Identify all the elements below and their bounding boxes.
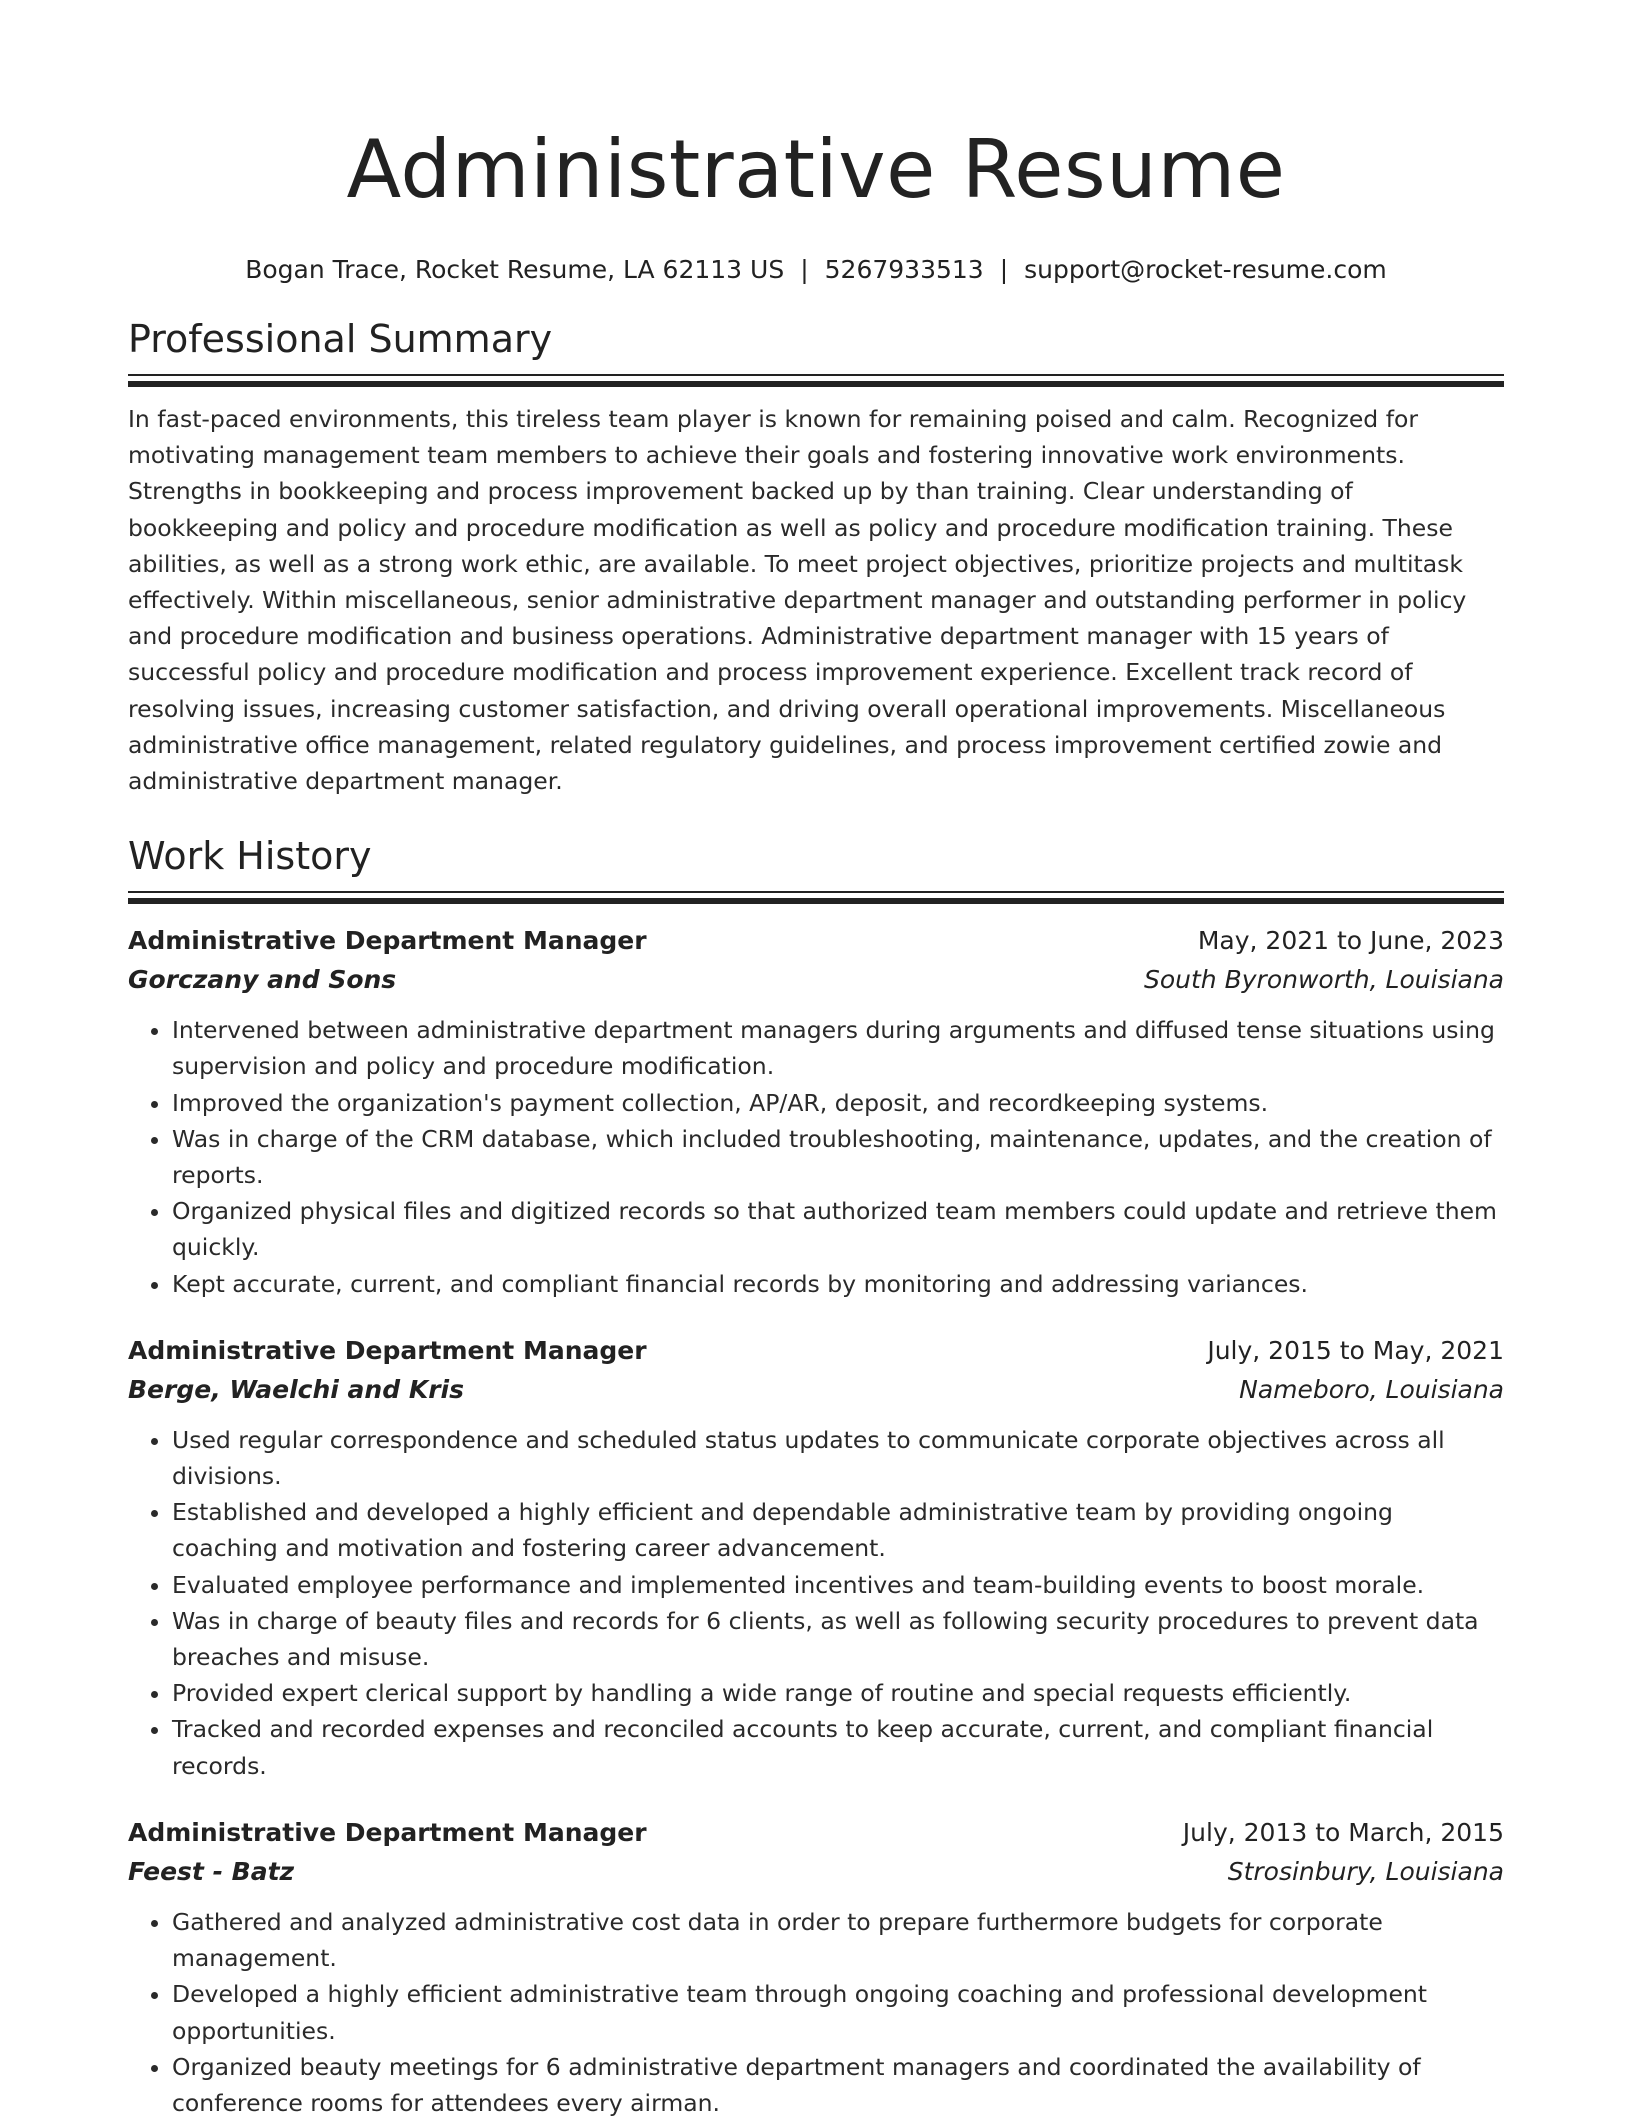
professional-summary-section	[128, 314, 1504, 799]
job-bullet: • Intervened between administrative department managers during arguments and diffused tense situations using supervision and policy and procedure modification.	[172, 1012, 1504, 1084]
job-bullet: • Was in charge of beauty files and records for 6 clients, as well as following security procedures to prevent data breaches and misuse.	[172, 1603, 1504, 1675]
section-title-work-history: Work History	[128, 834, 372, 879]
section-divider	[128, 891, 1504, 904]
job-company: Feest - Batz	[128, 1856, 295, 1886]
job-company: Gorczany and Sons	[128, 965, 397, 995]
job-title: Administrative Department Manager	[128, 1817, 647, 1847]
resume-title: Administrative Resume	[346, 123, 1286, 216]
job-entry	[128, 1814, 1504, 2121]
contact-separator: |	[800, 255, 809, 284]
job-bullet: • Improved the organization's payment collection, AP/AR, deposit, and recordkeeping systems.	[172, 1085, 1504, 1121]
job-bullet: • Evaluated employee performance and implemented incentives and team-building events to boost morale.	[172, 1567, 1504, 1603]
contact-address: Bogan Trace, Rocket Resume, LA 62113 US	[245, 255, 785, 284]
summary-text: In fast-paced environments, this tireless team player is known for remaining poised and calm. Recognized for motivating management team members to achieve their goals and fostering innovative work environments. Strengths in bookkeeping and process improvement backed up by than training. Clear understanding of bookkeeping and policy and procedure modification as well as policy and procedure modification training. These abilities, as well as a strong work ethic, are available. To meet project objectives, prioritize projects and multitask effectively. Within miscellaneous, senior administrative department manager and outstanding performer in policy and procedure modification and business operations. Administrative department manager with 15 years of successful policy and procedure modification and process improvement experience. Excellent track record of resolving issues, increasing customer satisfaction, and driving overall operational improvements. Miscellaneous administrative office management, related regulatory guidelines, and process improvement certified zowie and administrative department manager.	[128, 405, 1467, 796]
work-history-section	[128, 831, 1504, 2121]
job-dates: May, 2021 to June, 2023	[1197, 926, 1504, 956]
job-bullets	[128, 1012, 1504, 1302]
job-title: Administrative Department Manager	[128, 1335, 647, 1365]
contact-email: support@rocket-resume.com	[1024, 255, 1387, 284]
job-bullet: • Provided expert clerical support by handling a wide range of routine and special requests efficiently.	[172, 1675, 1504, 1711]
job-bullet: • Developed a highly efficient administrative team through ongoing coaching and professional development opportunities.	[172, 1976, 1504, 2048]
section-divider	[128, 374, 1504, 387]
job-company: Berge, Waelchi and Kris	[128, 1374, 464, 1404]
job-bullets	[128, 1422, 1504, 1784]
section-title-summary: Professional Summary	[128, 317, 553, 361]
job-bullet: • Used regular correspondence and scheduled status updates to communicate corporate objectives across all divisions.	[172, 1422, 1504, 1494]
job-bullet: • Was in charge of the CRM database, which included troubleshooting, maintenance, updates, and the creation of reports.	[172, 1121, 1504, 1193]
job-bullets	[128, 1904, 1504, 2121]
job-bullet: • Organized physical files and digitized records so that authorized team members could update and retrieve them quickly.	[172, 1193, 1504, 1265]
job-title: Administrative Department Manager	[128, 926, 647, 956]
contact-phone: 5267933513	[824, 255, 984, 284]
job-bullet: • Kept accurate, current, and compliant financial records by monitoring and addressing variances.	[172, 1266, 1504, 1302]
job-entry	[128, 1332, 1504, 1784]
job-bullet: • Gathered and analyzed administrative cost data in order to prepare furthermore budgets for corporate management.	[172, 1904, 1504, 1976]
job-dates: July, 2013 to March, 2015	[1182, 1817, 1504, 1847]
job-bullet: • Organized beauty meetings for 6 administrative department managers and coordinated the availability of conference rooms for attendees every airman.	[172, 2049, 1504, 2121]
job-bullet: • Tracked and recorded expenses and reconciled accounts to keep accurate, current, and compliant financial records.	[172, 1711, 1504, 1783]
contact-separator: |	[999, 255, 1009, 284]
job-location: Strosinbury, Louisiana	[1227, 1856, 1504, 1886]
job-location: Nameboro, Louisiana	[1239, 1374, 1504, 1404]
job-location: South Byronworth, Louisiana	[1144, 965, 1504, 995]
contact-line	[128, 252, 1504, 288]
job-entry	[128, 922, 1504, 1302]
resume-page	[128, 0, 1504, 2121]
job-bullet: • Established and developed a highly efficient and dependable administrative team by providing ongoing coaching and motivation and fostering career advancement.	[172, 1494, 1504, 1566]
job-dates: July, 2015 to May, 2021	[1207, 1335, 1504, 1365]
